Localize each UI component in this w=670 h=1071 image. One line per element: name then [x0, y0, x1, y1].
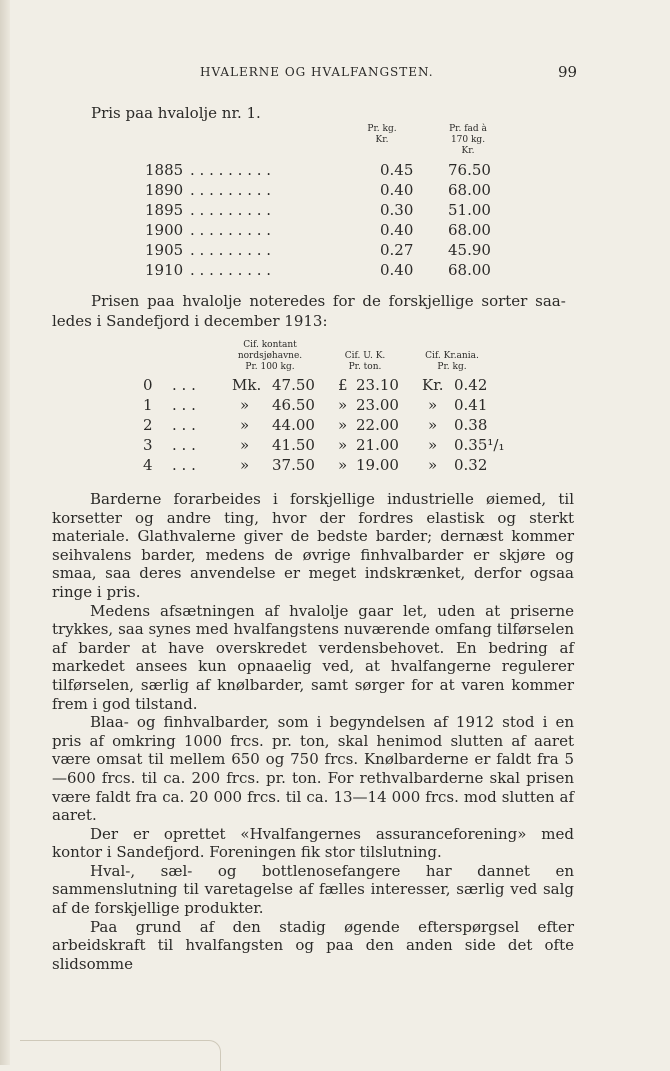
table2-col1-header: Cif. kontant nordsjøhavne. Pr. 100 kg.	[237, 340, 303, 372]
table-row: 3 . . . » 41.50 » 21.00 » 0.35¹/₁	[143, 436, 505, 454]
table-row: 1890 . . . . . . . . . 0.40 68.00	[145, 181, 491, 199]
table1-caption: Pris paa hvalolje nr. 1.	[91, 104, 261, 122]
table1-col1-header: Pr. kg. Kr.	[367, 124, 397, 145]
table-row: 1910 . . . . . . . . . 0.40 68.00	[145, 261, 491, 279]
table-row: 1900 . . . . . . . . . 0.40 68.00	[145, 221, 491, 239]
page-gutter	[0, 0, 10, 1065]
intro-line-2: ledes i Sandefjord i december 1913:	[52, 312, 328, 330]
table1-col2-header: Pr. fad à 170 kg. Kr.	[449, 124, 487, 156]
table-row: 1 . . . » 46.50 » 23.00 » 0.41	[143, 396, 488, 414]
paragraph: Blaa- og finhvalbarder, som i begyndelsen af 1912 stod i en pris af omkring 1000 frcs. pr. ton, skal henimod slutten af aaret være omsat til mellem 650 og 750 frcs. Knølbarderne er faldt fra 5—600 frcs. til ca. 200 frcs. pr. ton. For rethvalbarderne skal prisen være faldt fra ca. 20 000 frcs. til ca. 13—14 000 frcs. mod slutten af aaret.	[52, 713, 574, 825]
page-number: 99	[558, 63, 578, 81]
paragraph: Barderne forarbeides i forskjellige industrielle øiemed, til korsetter og andre ting, hvor der fordres elastisk og sterkt materiale. Glathvalerne giver de bedste barder; dernæst kommer seihvalens barder, medens de øvrige finhvalbarder er skjøre og smaa, saa deres anvendelse er meget indskrænket, derfor ogsaa ringe i pris.	[52, 490, 574, 601]
table-row: 1905 . . . . . . . . . 0.27 45.90	[145, 241, 491, 259]
table-row: 1895 . . . . . . . . . 0.30 51.00	[145, 201, 491, 219]
paragraph: Hval-, sæl- og bottlenosefangere har dannet en sammenslutning til varetagelse af fælles interesser, særlig ved salg af de forskjellige produkter.	[52, 861, 574, 918]
paragraph: Medens afsætningen af hvalolje gaar let, uden at priserne trykkes, saa synes med hvalfangstens nuværende omfang tilførselen af barder at have overskredet verdensbehovet. En bedring af markedet ansees kun opnaaelig ved, at hvalfangerne regulerer tilførselen, særlig af knølbarder, samt sørger for at varen kommer frem i god tilstand.	[52, 601, 574, 713]
table2-col3-header: Cif. Kr.ania. Pr. kg.	[425, 351, 479, 372]
table-row: 2 . . . » 44.00 » 22.00 » 0.38	[143, 416, 488, 434]
table2-col2-header: Cif. U. K. Pr. ton.	[344, 351, 386, 372]
running-header	[0, 65, 670, 85]
paragraph: Paa grund af den stadig øgende efterspørgsel efter arbeidskraft til hvalfangsten og paa den anden side det ofte slidsomme	[52, 917, 574, 973]
page-edge-mark	[20, 1040, 221, 1071]
paragraph: Der er oprettet «Hvalfangernes assuranceforening» med kontor i Sandefjord. Foreningen fik stor tilslutning.	[52, 824, 574, 862]
body-text	[52, 490, 574, 973]
table-row: 0 . . . Mk. 47.50 £ 23.10 Kr. 0.42	[143, 376, 488, 394]
table-row: 1885 . . . . . . . . . 0.45 76.50	[145, 161, 491, 179]
intro-line-1: Prisen paa hvalolje noteredes for de forskjellige sorter saa-	[91, 292, 566, 310]
table-row: 4 . . . » 37.50 » 19.00 » 0.32	[143, 456, 488, 474]
running-title: HVALERNE OG HVALFANGSTEN.	[200, 65, 434, 79]
